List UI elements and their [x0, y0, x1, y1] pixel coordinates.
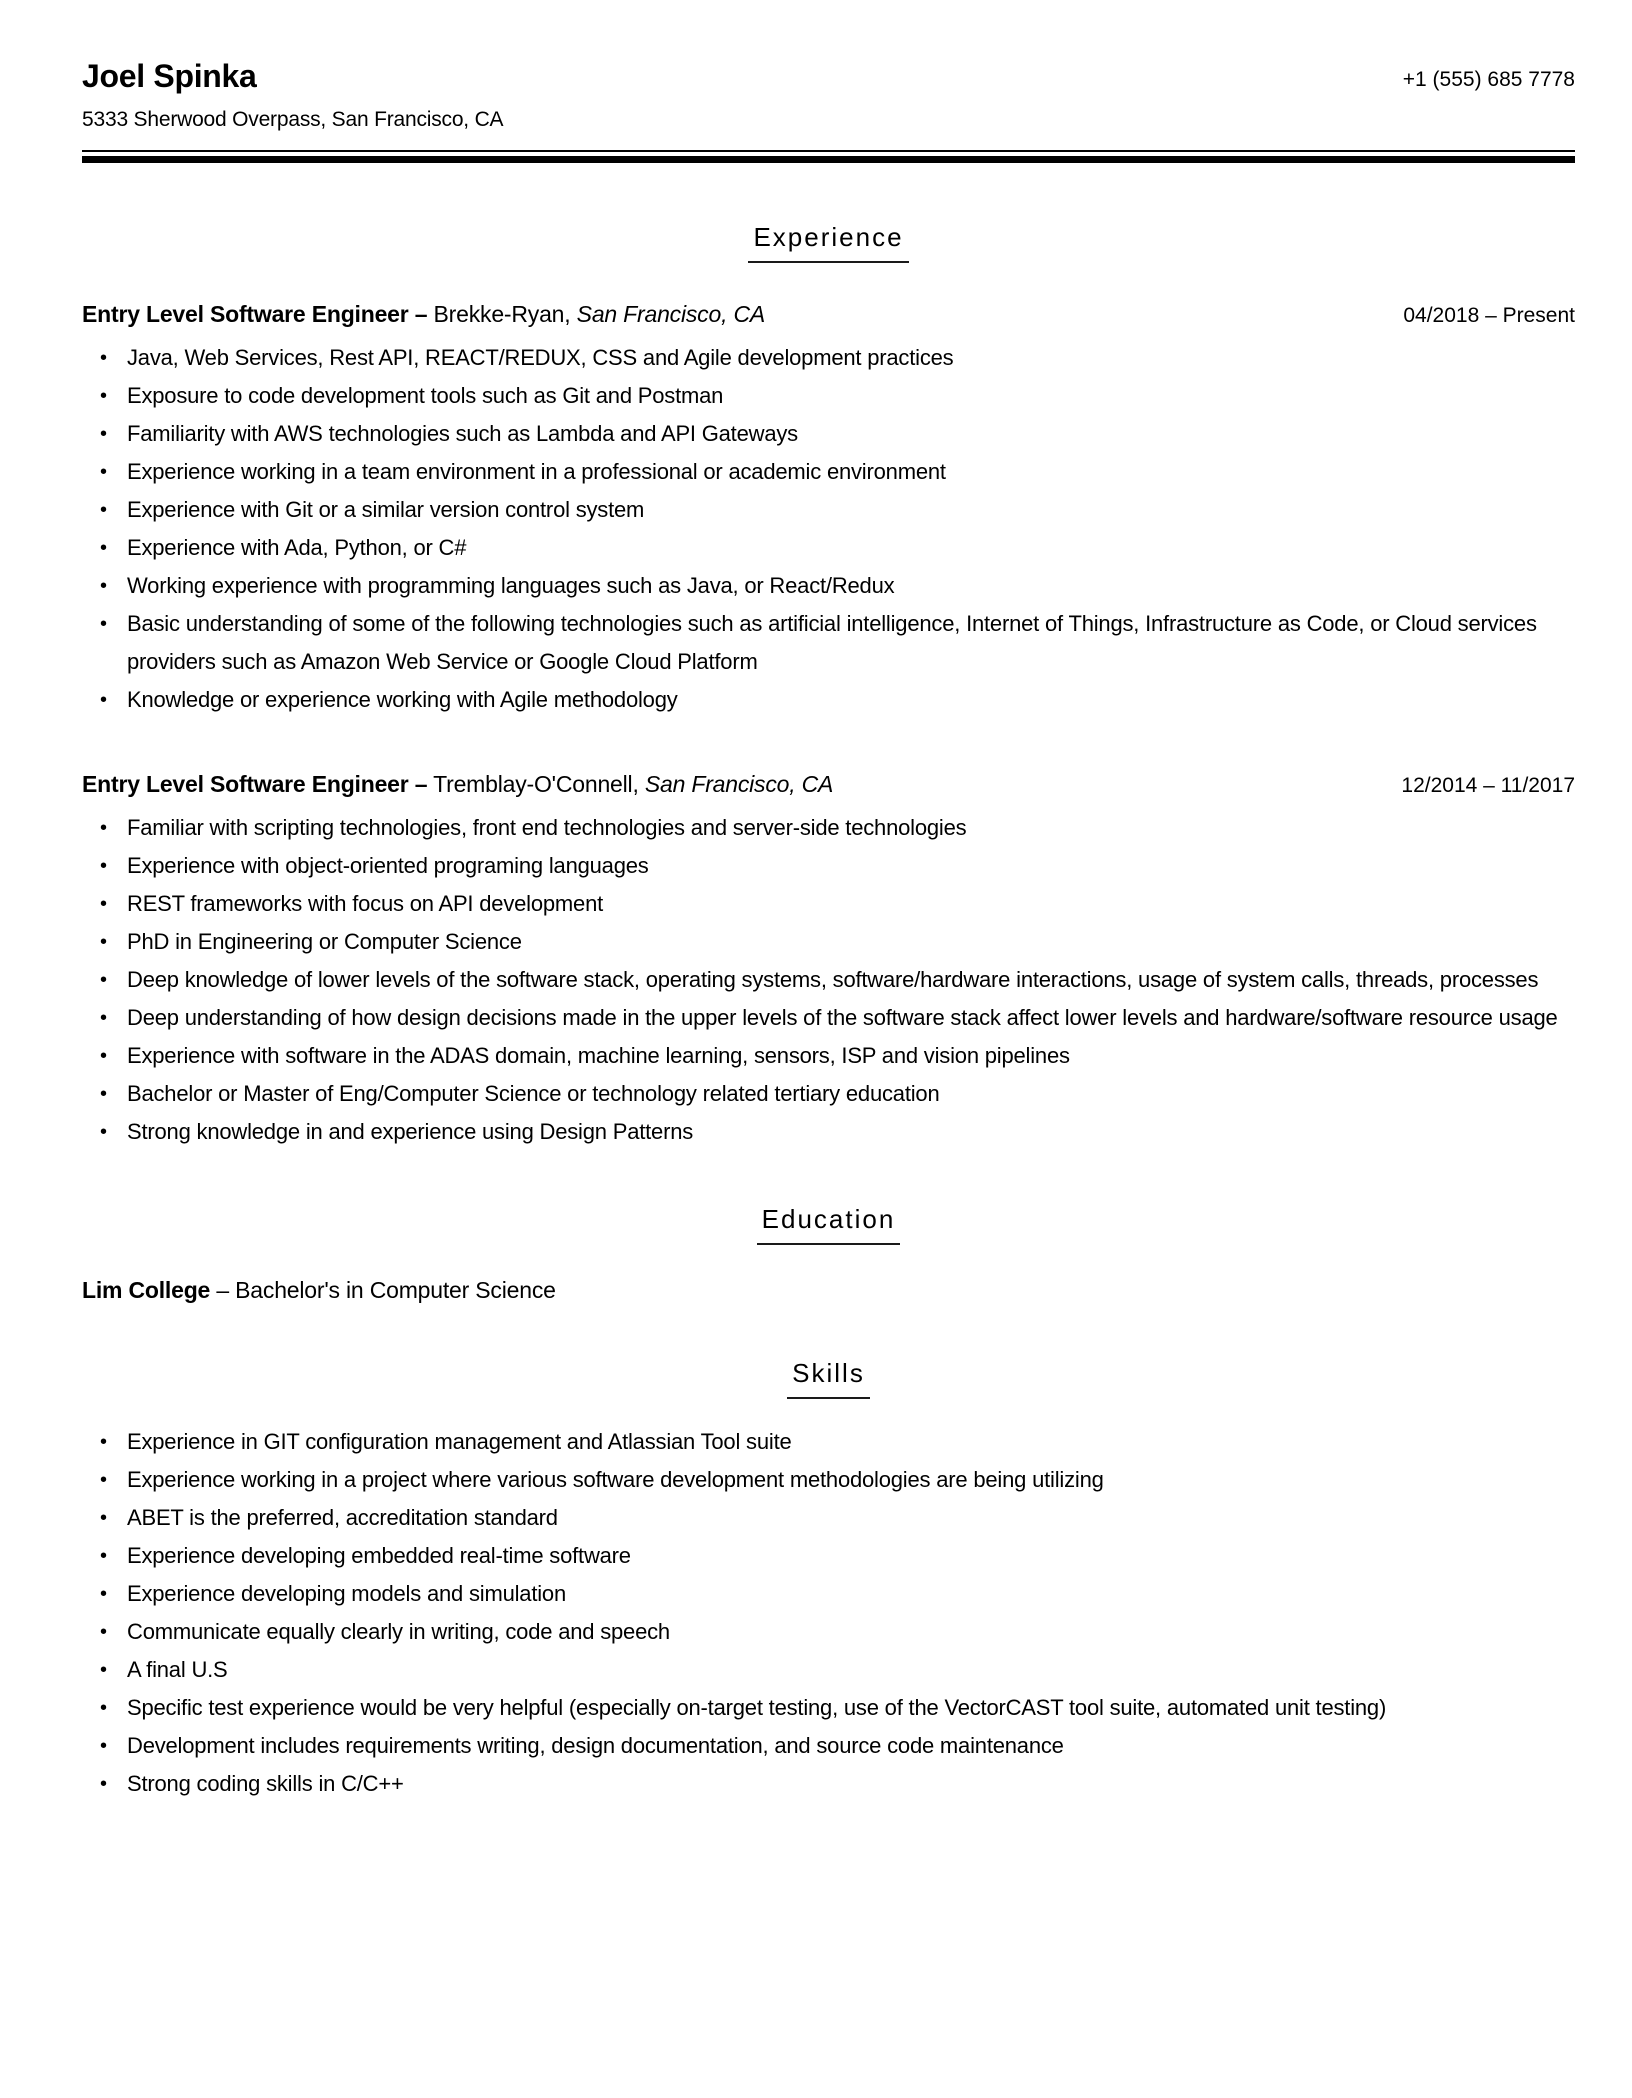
skills-section-heading — [82, 1357, 1575, 1399]
job-title — [82, 299, 765, 329]
job-location: San Francisco, CA — [576, 301, 766, 327]
bullet-item: • Experience in GIT configuration management and Atlassian Tool suite — [127, 1423, 1575, 1461]
experience-section-title: Experience — [748, 221, 908, 263]
bullet-item: • Specific test experience would be very helpful (especially on-target testing, use of the VectorCAST tool suite, automated unit testing) — [127, 1689, 1575, 1727]
bullet-item: • Knowledge or experience working with Agile methodology — [127, 681, 1575, 719]
job-role: Entry Level Software Engineer — [82, 771, 409, 797]
header-divider — [82, 150, 1575, 163]
job-dates: 04/2018 – Present — [1403, 304, 1575, 327]
resume-header — [82, 56, 1575, 134]
bullet-item: • Strong coding skills in C/C++ — [127, 1765, 1575, 1803]
job-entry-header — [82, 299, 1575, 331]
bullet-item: • PhD in Engineering or Computer Science — [127, 923, 1575, 961]
experience-section-heading — [82, 221, 1575, 263]
job-separator: – — [414, 301, 428, 327]
bullet-item: • Working experience with programming languages such as Java, or React/Redux — [127, 567, 1575, 605]
bullet-item: • Experience with Git or a similar version control system — [127, 491, 1575, 529]
job-bullet-list — [82, 809, 1575, 1151]
bullet-item: • Experience with software in the ADAS domain, machine learning, sensors, ISP and vision pipelines — [127, 1037, 1575, 1075]
bullet-item: • A final U.S — [127, 1651, 1575, 1689]
bullet-item: • Development includes requirements writing, design documentation, and source code maintenance — [127, 1727, 1575, 1765]
bullet-item: • Experience working in a project where various software development methodologies are being utilizing — [127, 1461, 1575, 1499]
school-name: Lim College — [82, 1277, 211, 1303]
person-address: 5333 Sherwood Overpass, San Francisco, CA — [82, 108, 504, 131]
bullet-item: • Java, Web Services, Rest API, REACT/REDUX, CSS and Agile development practices — [127, 339, 1575, 377]
education-entry — [82, 1275, 1575, 1305]
job-entry-header — [82, 769, 1575, 801]
job-separator: – — [414, 771, 428, 797]
bullet-item: • Communicate equally clearly in writing, code and speech — [127, 1613, 1575, 1651]
person-name: Joel Spinka — [82, 58, 257, 94]
divider-thick-line — [82, 156, 1575, 163]
education-section-heading — [82, 1203, 1575, 1245]
job-bullet-list — [82, 339, 1575, 719]
bullet-item: • Experience with object-oriented programing languages — [127, 847, 1575, 885]
bullet-item: • Experience working in a team environment in a professional or academic environment — [127, 453, 1575, 491]
person-phone: +1 (555) 685 7778 — [1402, 68, 1575, 91]
bullet-item: • Deep understanding of how design decisions made in the upper levels of the software stack affect lower levels and hardware/software resource usage — [127, 999, 1575, 1037]
bullet-item: • Exposure to code development tools such as Git and Postman — [127, 377, 1575, 415]
bullet-item: • Experience developing models and simulation — [127, 1575, 1575, 1613]
degree-name: Bachelor's in Computer Science — [235, 1277, 556, 1303]
bullet-item: • Experience developing embedded real-time software — [127, 1537, 1575, 1575]
job-title — [82, 769, 833, 799]
job-role: Entry Level Software Engineer — [82, 301, 409, 327]
skills-section-title: Skills — [787, 1357, 870, 1399]
job-dates: 12/2014 – 11/2017 — [1401, 774, 1575, 797]
bullet-item: • Experience with Ada, Python, or C# — [127, 529, 1575, 567]
bullet-item: • REST frameworks with focus on API development — [127, 885, 1575, 923]
job-company: Tremblay-O'Connell, — [433, 771, 639, 797]
bullet-item: • Familiarity with AWS technologies such as Lambda and API Gateways — [127, 415, 1575, 453]
bullet-item: • ABET is the preferred, accreditation standard — [127, 1499, 1575, 1537]
bullet-item: • Deep knowledge of lower levels of the software stack, operating systems, software/hardware interactions, usage of system calls, threads, processes — [127, 961, 1575, 999]
education-separator: – — [216, 1277, 229, 1303]
skills-bullet-list — [82, 1423, 1575, 1803]
bullet-item: • Strong knowledge in and experience using Design Patterns — [127, 1113, 1575, 1151]
bullet-item: • Bachelor or Master of Eng/Computer Science or technology related tertiary education — [127, 1075, 1575, 1113]
education-section-title: Education — [757, 1203, 901, 1245]
header-identity — [82, 56, 503, 134]
job-location: San Francisco, CA — [644, 771, 834, 797]
job-company: Brekke-Ryan, — [433, 301, 571, 327]
bullet-item: • Basic understanding of some of the following technologies such as artificial intelligence, Internet of Things, Infrastructure as Code, or Cloud services providers such as Amazon Web Service or Google Cloud Platform — [127, 605, 1575, 681]
bullet-item: • Familiar with scripting technologies, front end technologies and server-side technologies — [127, 809, 1575, 847]
